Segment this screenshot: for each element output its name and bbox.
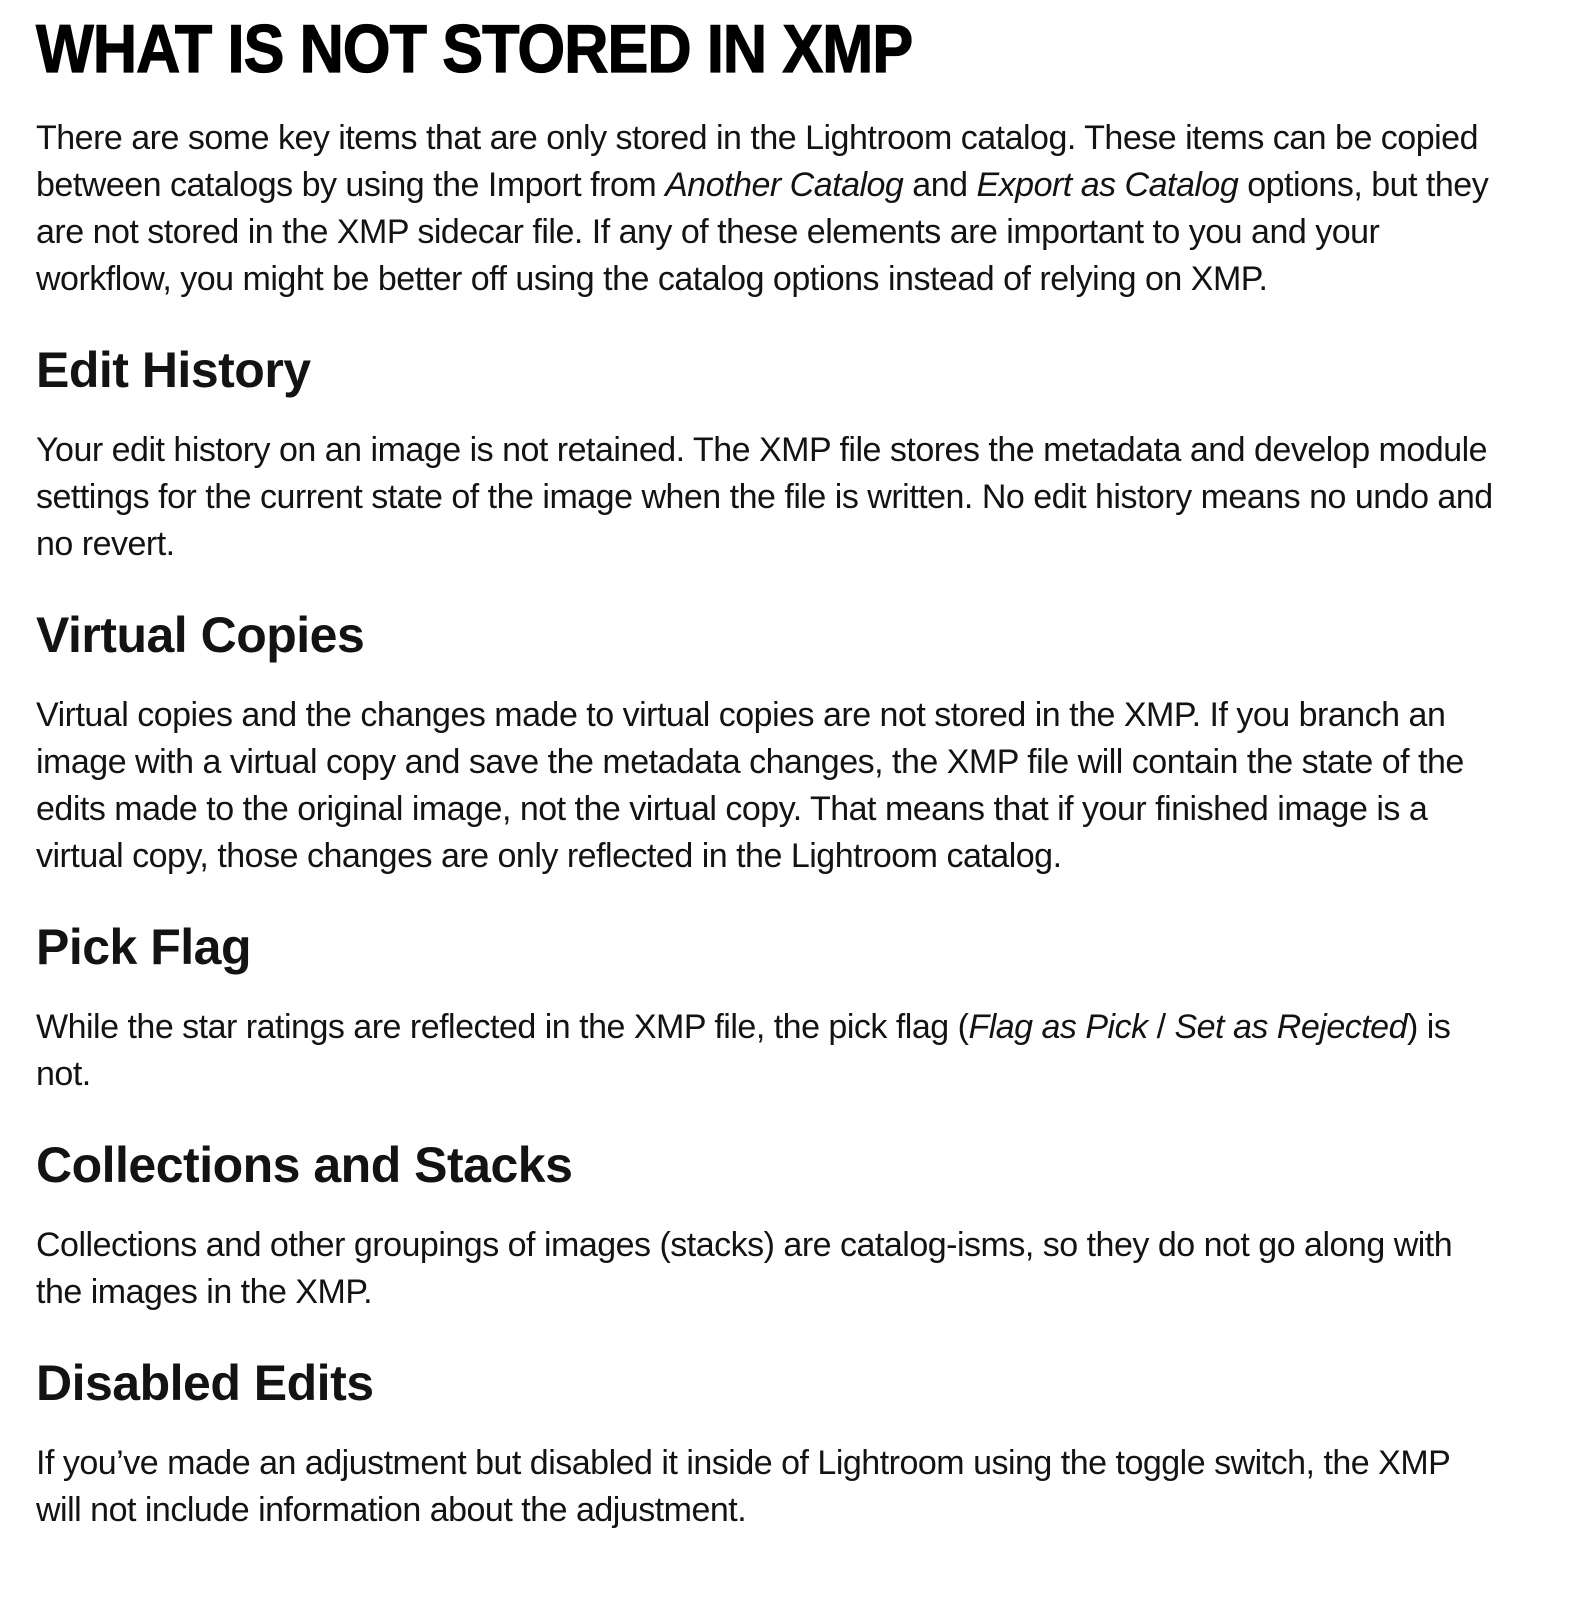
section-collections-and-stacks: [36, 1136, 1496, 1316]
section-paragraph-edit-history: Your edit history on an image is not retained. The XMP file stores the metadata and develop module settings for the current state of the image when the file is written. No edit history means no undo and no revert.: [36, 431, 1493, 564]
section-paragraph-collections-and-stacks: Collections and other groupings of images (stacks) are catalog-isms, so they do not go along with the images in the XMP.: [36, 1226, 1453, 1312]
section-disabled-edits: [36, 1354, 1496, 1534]
article-content: [36, 11, 1496, 1534]
intro-paragraph: There are some key items that are only stored in the Lightroom catalog. These items can be copied between catalogs by using the Import from Another Catalog and Export as Catalog options, but they are not stored in the XMP sidecar file. If any of these elements are important to you and your workflow, you might be better off using the catalog options instead of relying on XMP.: [36, 119, 1489, 299]
section-paragraph-disabled-edits: If you’ve made an adjustment but disabled it inside of Lightroom using the toggle switch, the XMP will not include information about the adjustment.: [36, 1444, 1450, 1530]
section-virtual-copies: [36, 606, 1496, 880]
section-pick-flag: [36, 918, 1496, 1098]
section-heading-disabled-edits: Disabled Edits: [36, 1355, 374, 1412]
section-heading-collections-and-stacks: Collections and Stacks: [36, 1137, 573, 1194]
section-heading-edit-history: Edit History: [36, 342, 311, 399]
page-title-text: WHAT IS NOT STORED IN XMP: [36, 11, 913, 87]
section-heading-virtual-copies: Virtual Copies: [36, 607, 365, 664]
section-paragraph-pick-flag: While the star ratings are reflected in the XMP file, the pick flag (Flag as Pick / Set as Rejected) is not.: [36, 1008, 1451, 1094]
section-paragraph-virtual-copies: Virtual copies and the changes made to virtual copies are not stored in the XMP. If you branch an image with a virtual copy and save the metadata changes, the XMP file will contain the state of the edits made to the original image, not the virtual copy. That means that if your finished image is a virtual copy, those changes are only reflected in the Lightroom catalog.: [36, 696, 1464, 876]
page-title: [36, 11, 1496, 87]
section-edit-history: [36, 341, 1496, 568]
section-heading-pick-flag: Pick Flag: [36, 919, 252, 976]
